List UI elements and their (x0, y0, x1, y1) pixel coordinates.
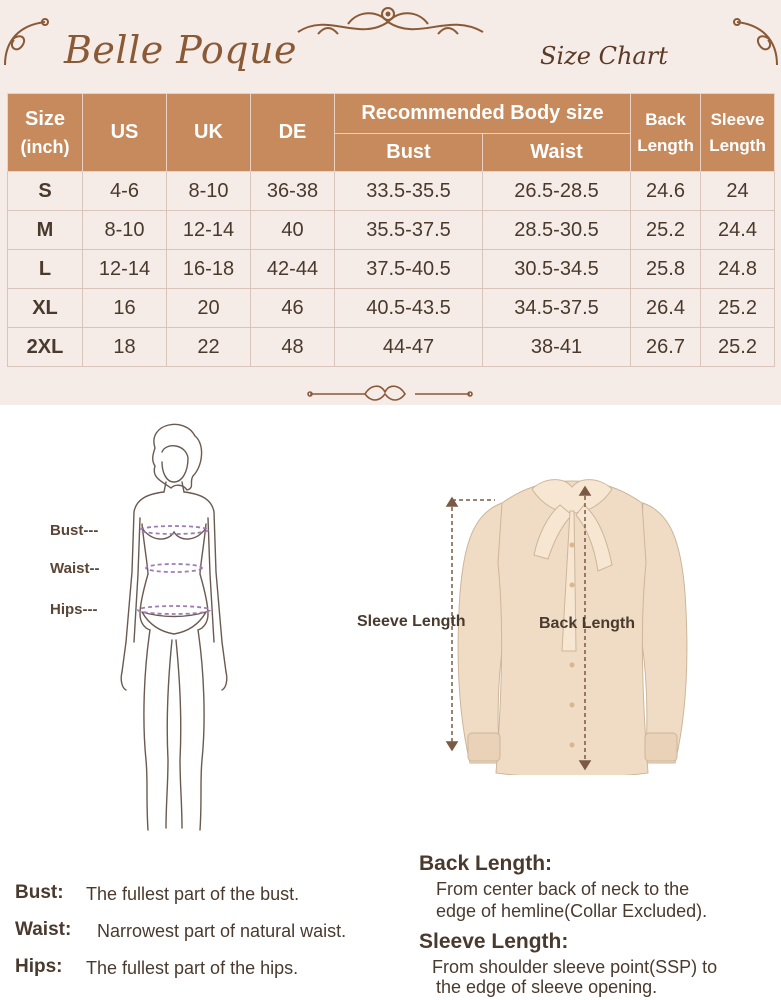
header-back-line2: Length (637, 135, 694, 155)
cell-size: 2XL (8, 328, 83, 367)
cell-de: 42-44 (251, 250, 335, 289)
table-row (8, 250, 775, 289)
table-row (8, 328, 775, 367)
header-sleeve-length (701, 94, 775, 172)
header-size-line1: Size (24, 107, 66, 130)
cell-back-length: 25.2 (631, 211, 701, 250)
top-ornament (288, 2, 493, 48)
bust-definition-text: The fullest part of the bust. (86, 884, 300, 904)
cell-us: 4-6 (83, 172, 167, 211)
cell-uk: 12-14 (167, 211, 251, 250)
size-chart-title: Size Chart (540, 42, 668, 70)
table-row (8, 211, 775, 250)
size-table-body (8, 172, 775, 367)
header-size-line2: (inch) (20, 136, 70, 157)
back-length-title: Back Length: (419, 852, 553, 875)
table-row (8, 289, 775, 328)
header-uk: UK (167, 94, 251, 172)
cell-bust: 44-47 (335, 328, 483, 367)
figure-bust-label: Bust--- (50, 522, 99, 539)
cell-bust: 40.5-43.5 (335, 289, 483, 328)
cell-us: 12-14 (83, 250, 167, 289)
cell-sleeve-length: 25.2 (701, 289, 775, 328)
cell-size: M (8, 211, 83, 250)
header-size (8, 94, 83, 172)
cell-waist: 30.5-34.5 (483, 250, 631, 289)
cell-back-length: 24.6 (631, 172, 701, 211)
cell-sleeve-length: 24.4 (701, 211, 775, 250)
cell-de: 48 (251, 328, 335, 367)
cell-sleeve-length: 25.2 (701, 328, 775, 367)
header-sleeve-line1: Sleeve (710, 109, 765, 129)
cell-size: XL (8, 289, 83, 328)
header-us: US (83, 94, 167, 172)
body-figure-illustration (100, 418, 250, 840)
back-length-desc-line2: edge of hemline(Collar Excluded). (436, 901, 708, 921)
bust-definition-term: Bust: (15, 882, 64, 903)
cell-back-length: 25.8 (631, 250, 701, 289)
hips-definition-text: The fullest part of the hips. (86, 958, 299, 978)
back-length-desc-line1: From center back of neck to the (436, 879, 690, 899)
cell-us: 16 (83, 289, 167, 328)
cell-us: 18 (83, 328, 167, 367)
header-sleeve-line2: Length (709, 135, 766, 155)
cell-waist: 34.5-37.5 (483, 289, 631, 328)
waist-definition-text: Narrowest part of natural waist. (97, 921, 347, 941)
header-recommended: Recommended Body size (335, 94, 631, 134)
cell-waist: 38-41 (483, 328, 631, 367)
hips-definition-term: Hips: (15, 956, 63, 977)
sleeve-length-title: Sleeve Length: (419, 930, 569, 953)
cell-waist: 26.5-28.5 (483, 172, 631, 211)
figure-waist-label: Waist-- (50, 560, 100, 577)
cell-sleeve-length: 24.8 (701, 250, 775, 289)
sleeve-length-desc-line1: From shoulder sleeve point(SSP) to (432, 957, 718, 977)
brand-logo: Belle Poque (64, 28, 297, 72)
waist-definition-term: Waist: (15, 919, 72, 940)
sleeve-length-desc-line2: the edge of sleeve opening. (436, 977, 658, 997)
cell-uk: 20 (167, 289, 251, 328)
cell-uk: 16-18 (167, 250, 251, 289)
header-back-length (631, 94, 701, 172)
header-waist: Waist (483, 134, 631, 172)
right-corner-ornament (722, 10, 781, 70)
cell-back-length: 26.4 (631, 289, 701, 328)
sleeve-length-label: Sleeve Length (357, 613, 466, 630)
figure-hips-label: Hips--- (50, 601, 98, 618)
cell-de: 40 (251, 211, 335, 250)
cell-de: 36-38 (251, 172, 335, 211)
back-length-label: Back Length (539, 615, 636, 632)
left-corner-ornament (0, 10, 60, 70)
cell-waist: 28.5-30.5 (483, 211, 631, 250)
cell-bust: 33.5-35.5 (335, 172, 483, 211)
size-table (7, 93, 775, 367)
cell-sleeve-length: 24 (701, 172, 775, 211)
cell-bust: 35.5-37.5 (335, 211, 483, 250)
bottom-ornament (305, 380, 475, 404)
table-row (8, 172, 775, 211)
cell-size: S (8, 172, 83, 211)
size-chart-header (0, 0, 781, 405)
header-back-line1: Back (645, 109, 686, 129)
cell-de: 46 (251, 289, 335, 328)
cell-uk: 8-10 (167, 172, 251, 211)
cell-uk: 22 (167, 328, 251, 367)
cell-size: L (8, 250, 83, 289)
header-bust: Bust (335, 134, 483, 172)
header-de: DE (251, 94, 335, 172)
cell-back-length: 26.7 (631, 328, 701, 367)
cell-bust: 37.5-40.5 (335, 250, 483, 289)
cell-us: 8-10 (83, 211, 167, 250)
